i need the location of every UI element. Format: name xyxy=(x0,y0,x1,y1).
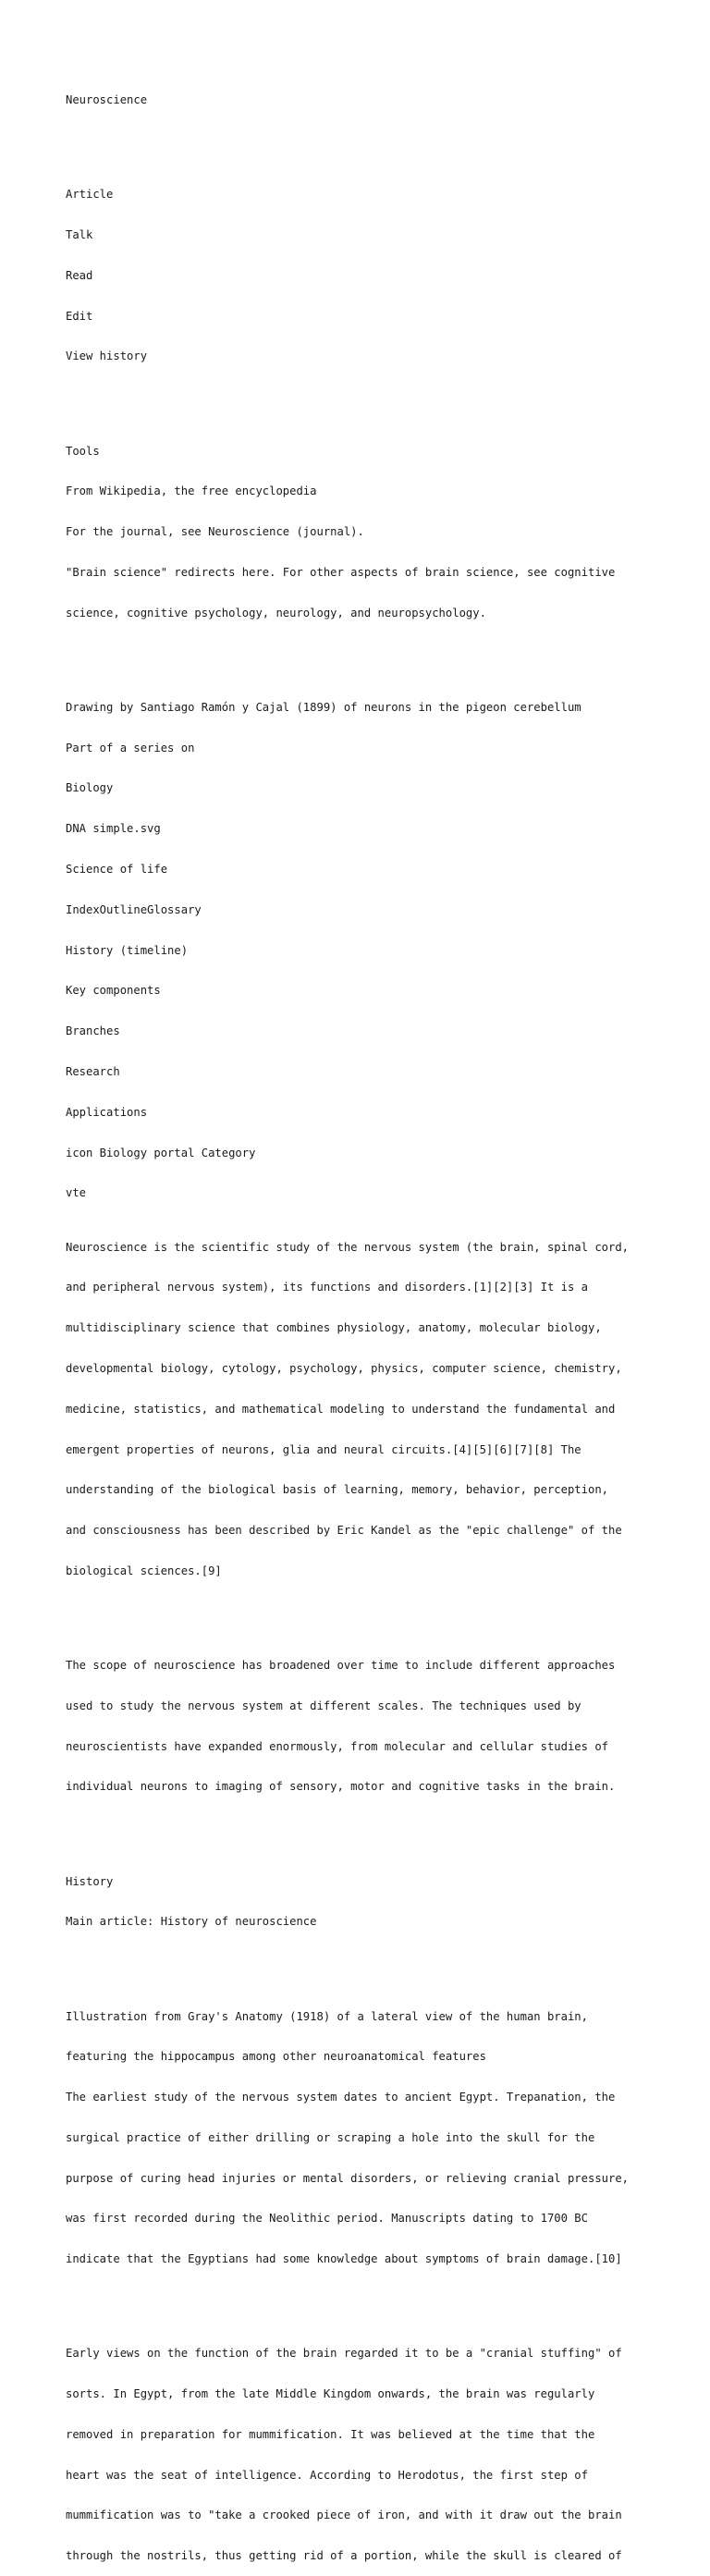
history-p1-line-5: purpose of curing head injuries or mental disorders, or relieving cranial pressure, xyxy=(66,2171,630,2185)
tab-edit[interactable]: Edit xyxy=(66,309,93,323)
spacer xyxy=(66,647,657,661)
tab-read[interactable]: Read xyxy=(66,268,93,282)
page-title: Neuroscience xyxy=(66,93,148,107)
infobox-research[interactable]: Research xyxy=(66,1064,120,1078)
spacer xyxy=(66,1821,657,1834)
hatnote-brain-science-line-2: science, cognitive psychology, neurology, and neuropsychology. xyxy=(66,606,486,619)
history-p1-line-3: The earliest study of the nervous system dates to ancient Egypt. Trepanation, the xyxy=(66,2091,616,2104)
hatnote-journal: For the journal, see Neuroscience (journal). xyxy=(66,525,364,539)
history-p2-line-2: sorts. In Egypt, from the late Middle Kingdom onwards, the brain was regularly xyxy=(66,2387,595,2401)
tools-menu[interactable]: Tools xyxy=(66,444,100,458)
infobox-vte-links[interactable]: vte xyxy=(66,1186,87,1200)
history-p1-line-4: surgical practice of either drilling or scraping a hole into the skull for the xyxy=(66,2130,595,2144)
intro-p1-line-2: and peripheral nervous system), its functions and disorders.[1][2][3] It is a xyxy=(66,1281,588,1294)
history-p2-line-4: heart was the seat of intelligence. According to Herodotus, the first step of xyxy=(66,2468,588,2482)
intro-p2-line-2: used to study the nervous system at different scales. The techniques used by xyxy=(66,1699,581,1712)
history-main-article-link[interactable]: Main article: History of neuroscience xyxy=(66,1915,317,1929)
history-p2-line-6: through the nostrils, thus getting rid of a portion, while the skull is cleared of xyxy=(66,2549,622,2563)
intro-p1-line-7: understanding of the biological basis of learning, memory, behavior, perception, xyxy=(66,1483,608,1497)
tab-article[interactable]: Article xyxy=(66,188,114,202)
spacer xyxy=(66,2293,657,2307)
history-p2-line-1: Early views on the function of the brain regarded it to be a "cranial stuffing" of xyxy=(66,2347,622,2361)
hatnote-brain-science-line-1: "Brain science" redirects here. For other aspects of brain science, see cognitive xyxy=(66,565,616,579)
tab-view-history[interactable]: View history xyxy=(66,350,148,363)
history-p1-line-2: featuring the hippocampus among other neuroanatomical features xyxy=(66,2050,486,2064)
spacer xyxy=(66,1605,657,1619)
tagline: From Wikipedia, the free encyclopedia xyxy=(66,485,317,498)
history-p1-line-6: was first recorded during the Neolithic period. Manuscripts dating to 1700 BC xyxy=(66,2212,588,2226)
infobox-series-title[interactable]: Biology xyxy=(66,781,114,795)
intro-p2-line-3: neuroscientists have expanded enormously, from molecular and cellular studies of xyxy=(66,1739,608,1753)
history-p1-line-1: Illustration from Gray's Anatomy (1918) of a lateral view of the human brain, xyxy=(66,2009,588,2023)
intro-p1-line-3: multidisciplinary science that combines physiology, anatomy, molecular biology, xyxy=(66,1321,602,1335)
spacer xyxy=(66,390,657,404)
intro-p1-line-9: biological sciences.[9] xyxy=(66,1564,222,1577)
spacer xyxy=(66,134,657,148)
tab-talk[interactable]: Talk xyxy=(66,228,93,242)
infobox-series-label: Part of a series on xyxy=(66,741,195,754)
infobox-index-links[interactable]: IndexOutlineGlossary xyxy=(66,902,202,916)
intro-p1-line-4: developmental biology, cytology, psychology, physics, computer science, chemistry, xyxy=(66,1362,622,1375)
infobox-applications[interactable]: Applications xyxy=(66,1105,148,1119)
intro-p2-line-4: individual neurons to imaging of sensory, motor and cognitive tasks in the brain. xyxy=(66,1780,616,1794)
intro-p1-line-6: emergent properties of neurons, glia and neural circuits.[4][5][6][7][8] The xyxy=(66,1442,581,1456)
infobox-portal-links[interactable]: icon Biology portal Category xyxy=(66,1146,256,1159)
history-p2-line-3: removed in preparation for mummification. It was believed at the time that the xyxy=(66,2427,595,2441)
intro-p1-line-8: and consciousness has been described by Eric Kandel as the "epic challenge" of the xyxy=(66,1524,622,1538)
document-page xyxy=(66,67,657,2576)
intro-p2-line-1: The scope of neuroscience has broadened over time to include different approaches xyxy=(66,1659,616,1673)
history-p1-line-7: indicate that the Egyptians had some knowledge about symptoms of brain damage.[10] xyxy=(66,2252,622,2266)
infobox-history-link[interactable]: History (timeline) xyxy=(66,943,189,957)
section-heading-history: History xyxy=(66,1874,114,1888)
infobox-key-components[interactable]: Key components xyxy=(66,984,161,998)
history-p2-line-5: mummification was to "take a crooked piece of iron, and with it draw out the brain xyxy=(66,2509,622,2522)
infobox-image-alt: DNA simple.svg xyxy=(66,822,161,836)
intro-p1-line-5: medicine, statistics, and mathematical modeling to understand the fundamental and xyxy=(66,1402,616,1416)
infobox-branches[interactable]: Branches xyxy=(66,1024,120,1038)
intro-p1-line-1: Neuroscience is the scientific study of the nervous system (the brain, spinal cord, xyxy=(66,1240,630,1254)
infobox-image-caption: Drawing by Santiago Ramón y Cajal (1899) of neurons in the pigeon cerebellum xyxy=(66,700,581,714)
infobox-subtitle: Science of life xyxy=(66,863,168,877)
spacer xyxy=(66,1956,657,1969)
